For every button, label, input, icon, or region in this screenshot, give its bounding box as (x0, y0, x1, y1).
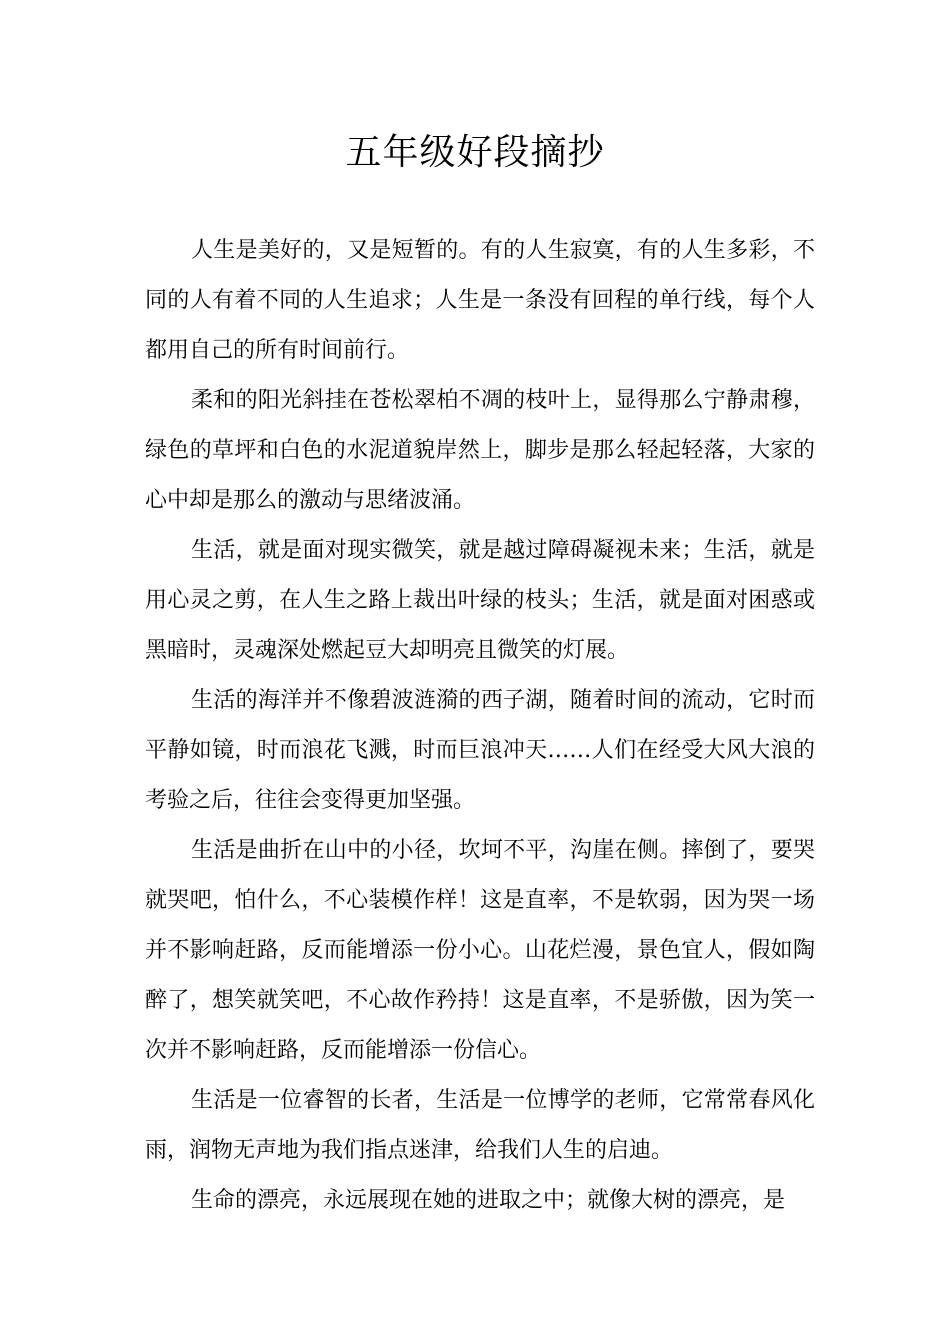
paragraph-6: 生活是一位睿智的长者，生活是一位博学的老师，它常常春风化雨，润物无声地为我们指点迷津，给我们人生的启迪。 (145, 1088, 815, 1163)
paragraph-2: 柔和的阳光斜挂在苍松翠柏不凋的枝叶上，显得那么宁静肃穆，绿色的草坪和白色的水泥道貌岸然上，脚步是那么轻起轻落，大家的心中却是那么的激动与思绪波涌。 (145, 388, 815, 513)
paragraph-3: 生活，就是面对现实微笑，就是越过障碍凝视未来；生活，就是用心灵之剪，在人生之路上裁出叶绿的枝头；生活，就是面对困惑或黑暗时，灵魂深处燃起豆大却明亮且微笑的灯展。 (145, 538, 815, 663)
page-title: 五年级好段摘抄 (345, 132, 605, 173)
paragraph-4: 生活的海洋并不像碧波涟漪的西子湖，随着时间的流动，它时而平静如镜，时而浪花飞溅，时而巨浪冲天……人们在经受大风大浪的考验之后，往往会变得更加坚强。 (145, 688, 815, 813)
paragraph-7: 生命的漂亮，永远展现在她的进取之中；就像大树的漂亮，是 (191, 1188, 786, 1213)
document-body (145, 226, 815, 1226)
paragraph-1: 人生是美好的，又是短暂的。有的人生寂寞，有的人生多彩，不同的人有着不同的人生追求；人生是一条没有回程的单行线，每个人都用自己的所有时间前行。 (145, 238, 815, 363)
paragraph-5: 生活是曲折在山中的小径，坎坷不平，沟崖在侧。摔倒了，要哭就哭吧，怕什么，不心装模作样！这是直率，不是软弱，因为哭一场并不影响赶路，反而能增添一份小心。山花烂漫，景色宜人，假如陶醉了，想笑就笑吧，不心故作矜持！这是直率，不是骄傲，因为笑一次并不影响赶路，反而能增添一份信心。 (145, 838, 815, 1063)
